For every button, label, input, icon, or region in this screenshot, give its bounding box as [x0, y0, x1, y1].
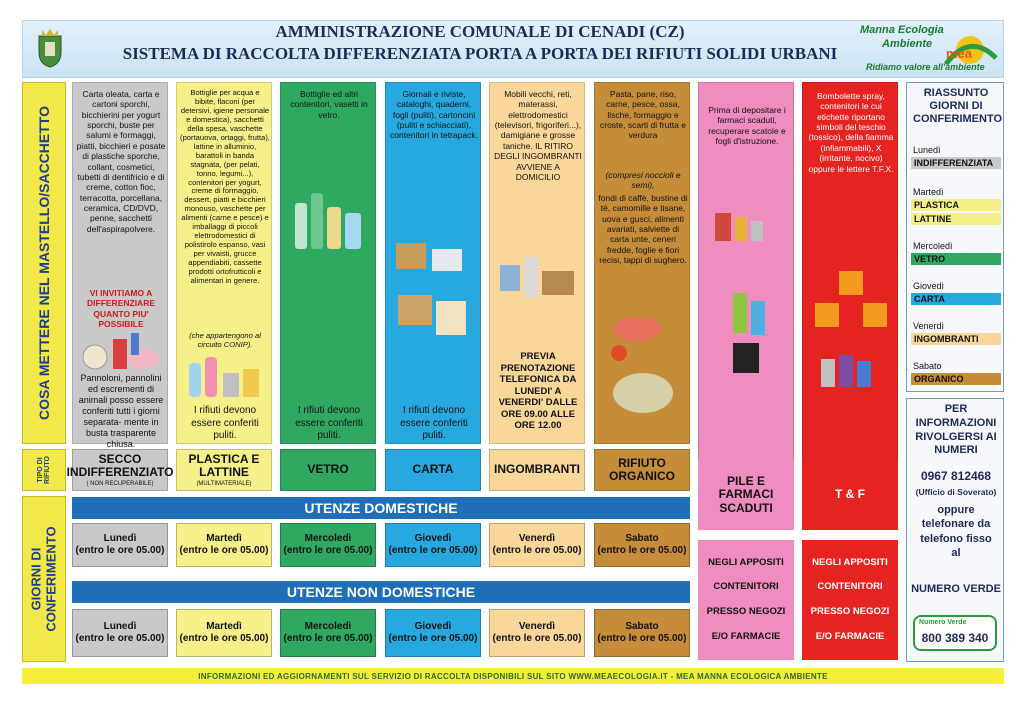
- column-text: Giornali e riviste, cataloghi, quaderni, fogli (puliti), cartoncini (puliti e schiacciati), contenitori in tetrapack.: [390, 89, 478, 141]
- footer-text: INFORMAZIONI ED AGGIORNAMENTI SUL SERVIZIO DI RACCOLTA DISPONIBILI SUL SITO WWW.MEAECOLOGIA.IT - MEA MANNA ECOLOGICA AMBIENTE: [198, 671, 828, 681]
- column-plastica: [176, 82, 272, 444]
- days-label: GIORNI DI CONFERIMENTO: [22, 496, 66, 662]
- column-carta: [385, 82, 481, 444]
- day-name: Giovedì: [414, 532, 452, 544]
- toll-free-label: Numero Verde: [919, 619, 967, 626]
- side-line: E/O FARMACIE: [711, 630, 781, 642]
- glass-bottles-icon: [291, 183, 367, 253]
- side-line: CONTENITORI: [817, 581, 883, 593]
- column-pile: [698, 82, 794, 492]
- side-line: CONTENITORI: [713, 581, 779, 593]
- hazard-symbols-icon: [811, 271, 891, 391]
- info-alt: oppure telefonare da telefono fisso al: [920, 504, 992, 559]
- day-name: Sabato: [625, 620, 659, 632]
- type-label-text: CARTA: [412, 462, 454, 477]
- column-highlight: VI INVITIAMO A DIFFERENZIARE QUANTO PIU' POSSIBILE: [87, 288, 155, 330]
- info-office: (Ufficio di Soverato): [915, 487, 997, 497]
- column-note: I rifiuti devono essere conferiti puliti.: [191, 405, 259, 441]
- day-cell: [176, 609, 272, 657]
- day-cell: [385, 523, 481, 567]
- column-note: I rifiuti devono essere conferiti puliti.: [295, 405, 363, 441]
- type-vetro: [280, 449, 376, 491]
- info-panel: [906, 398, 1004, 662]
- day-cell: [594, 609, 690, 657]
- column-text: Carta oleata, carta e cartoni sporchi, bicchierini per yogurt sporchi, buste per salumi e formaggi, piatti, bicchieri e posate di plastiche sporche, collant, cosmetici, tubetti di dentifricio e di creme, cotton fioc, terracotta, porcellana, ceramica, CD/DVD, penne, sacchetti dell'aspirapolvere.: [76, 89, 166, 234]
- day-time: (entro le ore 05.00): [283, 633, 373, 644]
- type-label-text: INGOMBRANTI: [494, 462, 580, 477]
- type-label-text: T & F: [835, 487, 865, 502]
- day-name: Sabato: [625, 532, 659, 544]
- day-name: Martedì: [206, 620, 242, 632]
- bulky-items-icon: [496, 253, 580, 303]
- town-crest-icon: [36, 28, 64, 68]
- page-subtitle: SISTEMA DI RACCOLTA DIFFERENZIATA PORTA A PORTA DEI RIFIUTI SOLIDI URBANI: [122, 44, 838, 63]
- type-plastica: [176, 449, 272, 491]
- booking-note: PREVIA PRENOTAZIONE TELEFONICA DA LUNEDI' A VENERDI' DALLE ORE 09.00 ALLE ORE 12.00: [498, 351, 578, 432]
- column-text-italic: (compresi noccioli e semi),: [605, 170, 681, 191]
- plastic-bottles-icon: [183, 353, 267, 401]
- day-time: (entro le ore 05.00): [492, 545, 582, 556]
- day-cell: [489, 609, 585, 657]
- summary-tag: VETRO: [911, 253, 1001, 265]
- column-secco: [72, 82, 168, 449]
- summary-panel: [906, 82, 1004, 392]
- column-organico: [594, 82, 690, 444]
- info-intro: PER INFORMAZIONI RIVOLGERSI AI NUMERI: [915, 403, 997, 457]
- day-name: Lunedì: [103, 532, 137, 544]
- day-name: Venerdì: [518, 532, 556, 544]
- day-time: (entro le ore 05.00): [388, 633, 478, 644]
- info-phone: 0967 812468: [920, 469, 992, 483]
- logo-name: Manna Ecologia: [860, 24, 944, 36]
- summary-tag: CARTA: [911, 293, 1001, 305]
- day-cell: [489, 523, 585, 567]
- batteries-medicine-icon: [711, 203, 783, 383]
- day-name: Lunedì: [103, 620, 137, 632]
- page-title: AMMINISTRAZIONE COMUNALE DI CENADI (CZ): [275, 22, 685, 41]
- column-text: Pasta, pane, riso, carne, pesce, ossa, lische, formaggio e croste, scarti di frutta e verdura: [600, 89, 686, 141]
- day-time: (entro le ore 05.00): [75, 545, 165, 556]
- toll-free-box: [913, 615, 997, 651]
- toll-free-number: 800 389 340: [921, 631, 989, 645]
- type-label-text: PLASTICA E LATTINE: [188, 451, 260, 479]
- day-cell: [280, 523, 376, 567]
- what-label: COSA METTERE NEL MASTELLO/SACCHETTO: [22, 82, 66, 444]
- column-ingombranti: [489, 82, 585, 444]
- day-time: (entro le ore 05.00): [597, 545, 687, 556]
- pile-disposal-info: [698, 540, 794, 660]
- day-time: (entro le ore 05.00): [75, 633, 165, 644]
- waste-items-icon: [79, 323, 163, 375]
- day-time: (entro le ore 05.00): [388, 545, 478, 556]
- day-cell: [385, 609, 481, 657]
- summary-tag: INDIFFERENZIATA: [911, 157, 1001, 169]
- type-ingombranti: [489, 449, 585, 491]
- type-label-text: VETRO: [307, 462, 349, 477]
- type-pile: [698, 460, 794, 530]
- summary-day: Lunedì: [913, 145, 941, 155]
- day-cell: [72, 523, 168, 567]
- day-time: (entro le ore 05.00): [492, 633, 582, 644]
- summary-day: Sabato: [913, 361, 942, 371]
- day-time: (entro le ore 05.00): [179, 633, 269, 644]
- day-time: (entro le ore 05.00): [179, 545, 269, 556]
- day-time: (entro le ore 05.00): [283, 545, 373, 556]
- summary-day: Giovedì: [913, 281, 945, 291]
- column-text: Bottiglie ed altri contenitori, vasetti in vetro.: [290, 89, 368, 120]
- day-time: (entro le ore 05.00): [597, 633, 687, 644]
- summary-day: Mercoledì: [913, 241, 953, 251]
- column-text-italic: (che appartengono al circuito CONIP).: [189, 331, 261, 350]
- day-name: Mercoledì: [304, 532, 352, 544]
- type-organico: [594, 449, 690, 491]
- summary-day: Martedì: [913, 187, 944, 197]
- day-name: Venerdì: [518, 620, 556, 632]
- summary-title: RIASSUNTO GIORNI DI CONFERIMENTO: [913, 87, 1003, 126]
- summary-tag: INGOMBRANTI: [911, 333, 1001, 345]
- organic-waste-icon: [603, 309, 683, 427]
- day-name: Martedì: [206, 532, 242, 544]
- summary-tag: PLASTICA: [911, 199, 1001, 211]
- day-cell: [594, 523, 690, 567]
- type-tf: [802, 460, 898, 530]
- column-vetro: [280, 82, 376, 444]
- side-line: NEGLI APPOSITI: [708, 556, 784, 568]
- day-cell: [176, 523, 272, 567]
- paper-boxes-icon: [392, 223, 476, 353]
- column-text: Bombolette spray, contenitori le cui etichette riportano simboli del teschio (tossico), della fiamma (infiammabili), X (irritante, nocivo) oppure le lettere T.F.X.: [808, 91, 894, 174]
- non-domestic-bar: UTENZE NON DOMESTICHE: [72, 581, 690, 603]
- side-line: NEGLI APPOSITI: [812, 556, 888, 568]
- type-sub: (MULTIMATERIALE): [196, 480, 252, 487]
- type-sub: ( NON RECUPERABILE): [86, 480, 154, 487]
- type-label-text: SECCO INDIFFERENZIATO: [66, 451, 174, 479]
- logo-slogan: Ridiamo valore all'ambiente: [866, 62, 985, 72]
- column-text: Mobili vecchi, reti, materassi, elettrodomestici (televisori, frigoriferi...), damigiane e grosse taniche. IL RITIRO DEGLI INGOMBRANTI AVVIENE A DOMICILIO: [494, 89, 582, 182]
- footer-banner: [22, 668, 1004, 684]
- day-name: Giovedì: [414, 620, 452, 632]
- side-line: PRESSO NEGOZI: [810, 606, 890, 617]
- summary-tag: LATTINE: [911, 213, 1001, 225]
- logo-mark: mea: [946, 46, 973, 61]
- day-cell: [72, 609, 168, 657]
- day-cell: [280, 609, 376, 657]
- type-label-text: PILE E FARMACI SCADUTI: [718, 474, 774, 515]
- info-verde: NUMERO VERDE: [911, 583, 1001, 595]
- column-tf: [802, 82, 898, 492]
- side-line: PRESSO NEGOZI: [706, 606, 786, 617]
- logo-name: Ambiente: [882, 38, 933, 50]
- type-carta: [385, 449, 481, 491]
- column-note: Pannoloni, pannolini ed escrementi di animali posso essere conferiti tutti i giorni separata- mente in busta trasparente chiusa.: [78, 373, 164, 449]
- type-secco: [66, 449, 174, 491]
- column-text: Prima di depositare i farmaci scaduti, recuperare scatole e fogli d'istruzione.: [708, 105, 786, 147]
- side-line: E/O FARMACIE: [815, 630, 885, 642]
- summary-tag: ORGANICO: [911, 373, 1001, 385]
- type-label-text: RIFIUTO ORGANICO: [609, 455, 675, 483]
- tf-disposal-info: [802, 540, 898, 660]
- column-text: Bottiglie per acqua e bibite, flaconi (per detersivi, igiene personale e domestica), sacchetti della spesa, vaschette (portauova, ortaggi, frutta), lattine in alluminio, barattoli in banda stagnata, (per pelati, tonno, legumi...), contenitori per yogurt, creme di formaggio, dessert, piatti e bicchieri monouso, vaschette per alimenti (carne e pesce) e imballaggi di piccoli elettrodomestici di polistirolo espanso, vasi per vivaisti, grucce appendiabiti, cassette prodotti ortofrutticoli e alimentari in genere.: [180, 88, 270, 286]
- column-text: fondi di caffè, bustine di tè, camomille e tisane, uova e gusci, alimenti avariati, salviette di carta unte, ceneri fredde, foglie e fiori recisi, tappi di sughero.: [598, 193, 688, 266]
- domestic-bar: UTENZE DOMESTICHE: [72, 497, 690, 519]
- column-note: I rifiuti devono essere conferiti puliti.: [400, 405, 468, 441]
- summary-day: Venerdì: [913, 321, 945, 331]
- type-label: TIPO DI RIFIUTO: [22, 449, 66, 491]
- day-name: Mercoledì: [304, 620, 352, 632]
